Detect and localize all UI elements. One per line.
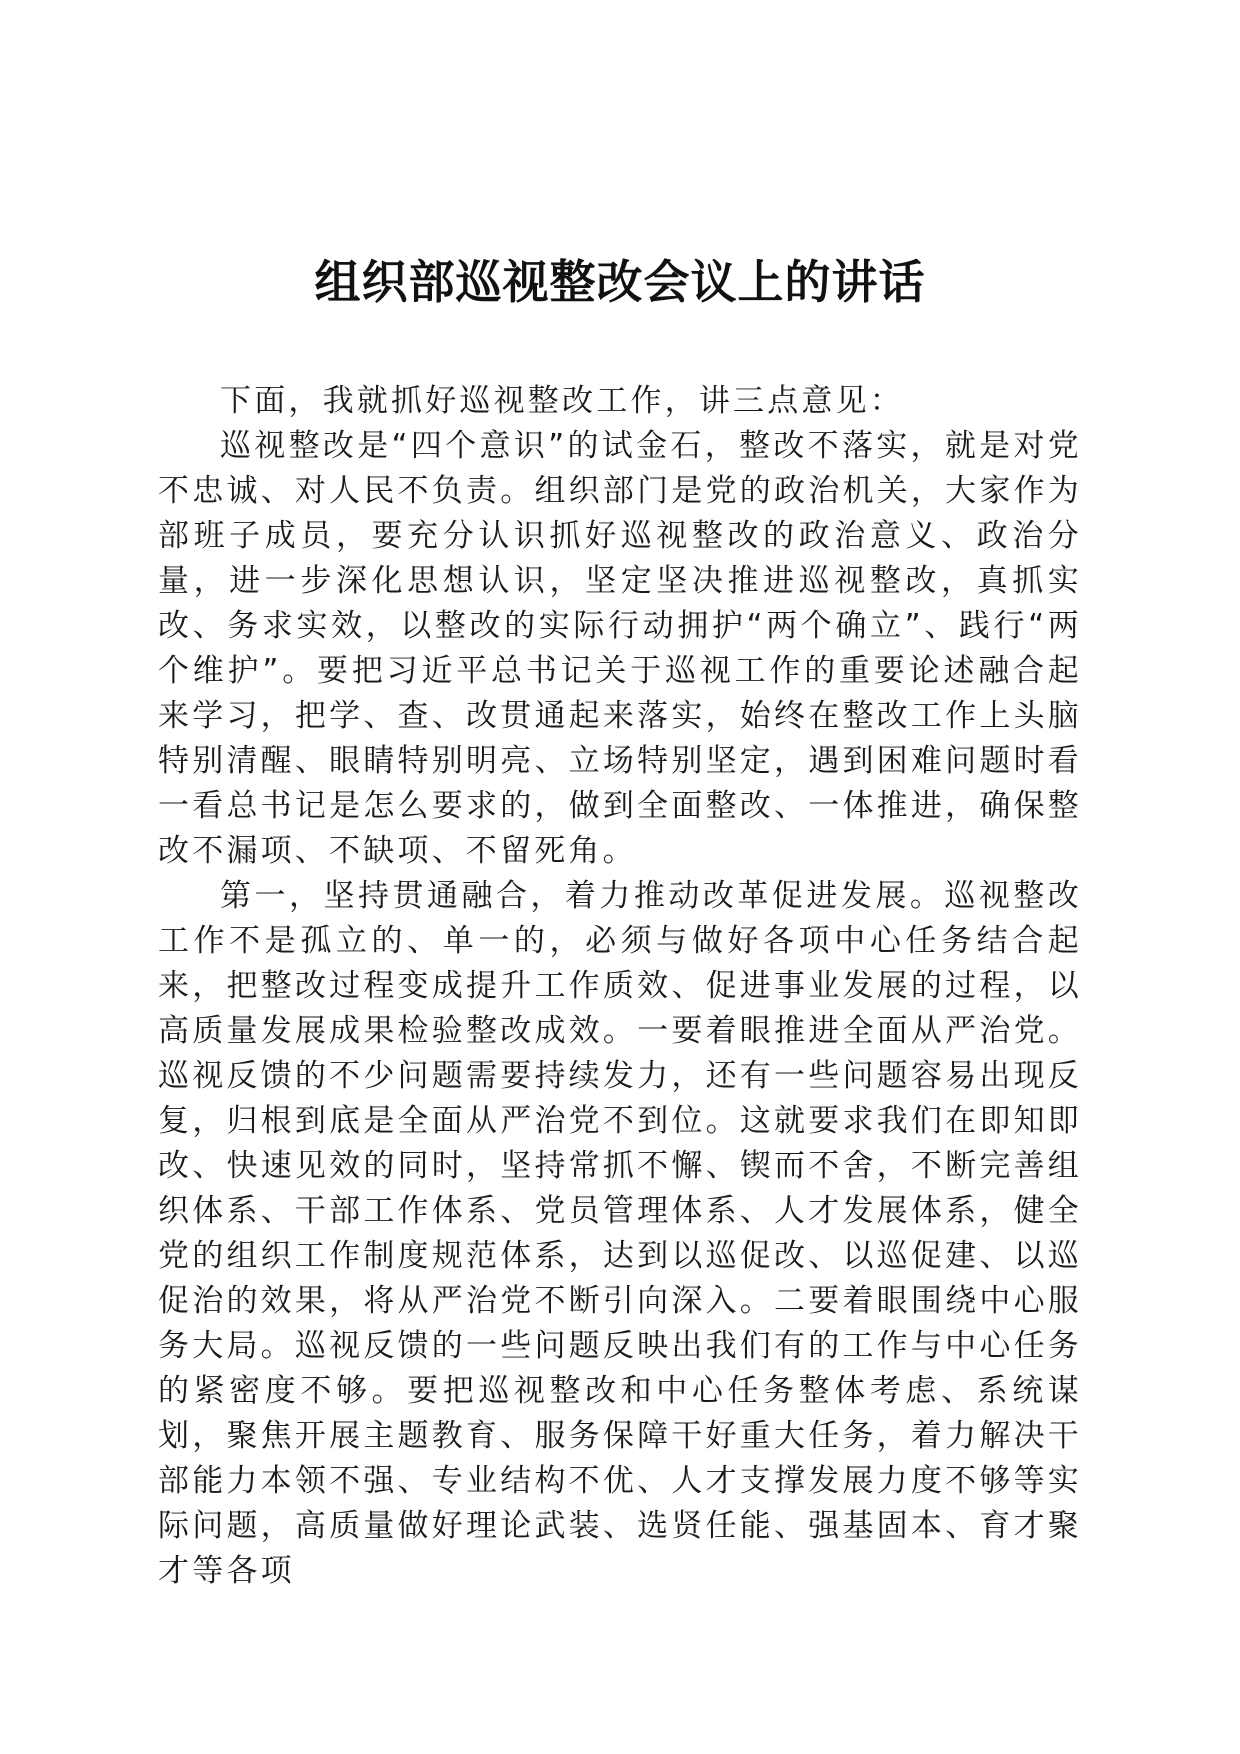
paragraph-point-one: 第一，坚持贯通融合，着力推动改革促进发展。巡视整改工作不是孤立的、单一的，必须与做好各项中心任务结合起来，把整改过程变成提升工作质效、促进事业发展的过程，以高质量发展成果检验整改成效。一要着眼推进全面从严治党。巡视反馈的不少问题需要持续发力，还有一些问题容易出现反复，归根到底是全面从严治党不到位。这就要求我们在即知即改、快速见效的同时，坚持常抓不懈、锲而不舍，不断完善组织体系、干部工作体系、党员管理体系、人才发展体系，健全党的组织工作制度规范体系，达到以巡促改、以巡促建、以巡促治的效果，将从严治党不断引向深入。二要着眼围绕中心服务大局。巡视反馈的一些问题反映出我们有的工作与中心任务的紧密度不够。要把巡视整改和中心任务整体考虑、系统谋划，聚焦开展主题教育、服务保障干好重大任务，着力解决干部能力本领不强、专业结构不优、人才支撑发展力度不够等实际问题，高质量做好理论武装、选贤任能、强基固本、育才聚才等各项 xyxy=(158,878,1082,1589)
document-title: 组织部巡视整改会议上的讲话 xyxy=(314,255,926,309)
paragraph-intro: 下面，我就抓好巡视整改工作，讲三点意见： xyxy=(220,383,904,419)
document-body xyxy=(158,379,1082,1594)
paragraph-preface: 巡视整改是“四个意识”的试金石，整改不落实，就是对党不忠诚、对人民不负责。组织部门是党的政治机关，大家作为部班子成员，要充分认识抓好巡视整改的政治意义、政治分量，进一步深化思想认识，坚定坚决推进巡视整改，真抓实改、务求实效，以整改的实际行动拥护“两个确立”、践行“两个维护”。要把习近平总书记关于巡视工作的重要论述融合起来学习，把学、查、改贯通起来落实，始终在整改工作上头脑特别清醒、眼睛特别明亮、立场特别坚定，遇到困难问题时看一看总书记是怎么要求的，做到全面整改、一体推进，确保整改不漏项、不缺项、不留死角。 xyxy=(158,428,1082,869)
